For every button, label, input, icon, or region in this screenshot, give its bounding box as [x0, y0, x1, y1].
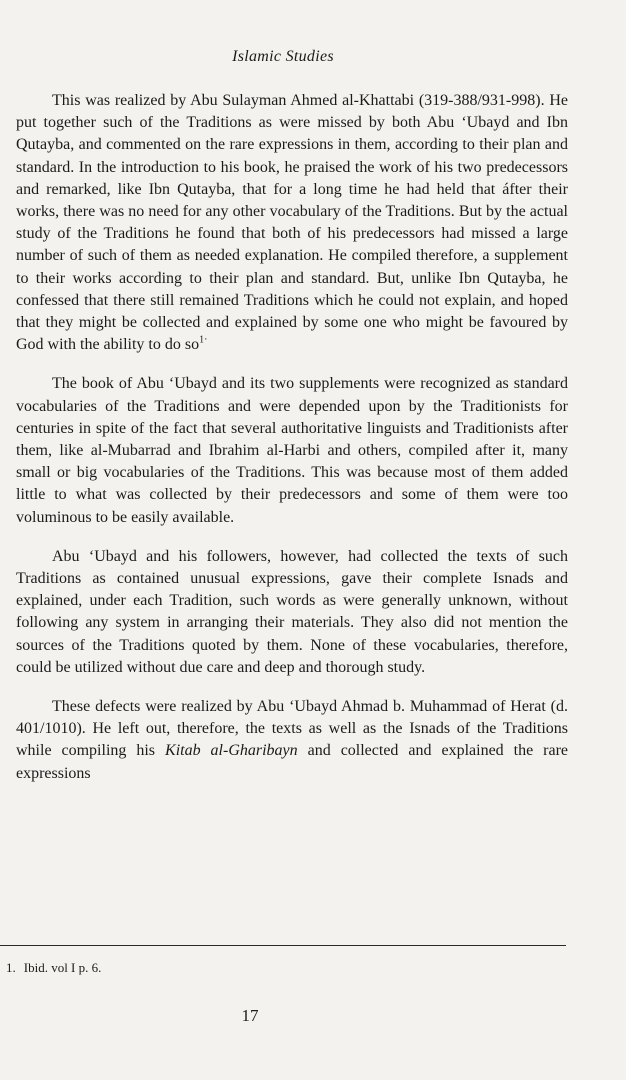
footnote: [6, 960, 101, 976]
paragraph-3-text: Abu ‘Ubayd and his followers, however, had collected the texts of such Traditions as contained unusual expressions, gave their complete Isnads and explained, under each Tradition, such words as were generally unknown, without following any system in arranging their materials. They also did not mention the sources of the Traditions quoted by them. None of these vocabularies, therefore, could be utilized without due care and deep and thorough study.: [16, 547, 568, 676]
running-title: Islamic Studies: [232, 48, 334, 65]
paragraph-3: [16, 546, 568, 679]
paragraph-2-text: The book of Abu ‘Ubayd and its two supplements were recognized as standard vocabularies of the Traditions and were depended upon by the Traditionists for centuries in spite of the fact that several authoritative linguists and Traditionists after them, like al-Mubarrad and Ibrahim al-Harbi and others, compiled after it, many small or big vocabularies of the Traditions. This was because most of them added little to what was collected by their predecessors and some of them were too voluminous to be easily available.: [16, 375, 568, 526]
footnote-text: Ibid. vol I p. 6.: [23, 960, 102, 975]
paragraph-2: [16, 373, 568, 528]
page-number: 17: [241, 1006, 259, 1025]
paragraph-4-text-after: and collected and explained the rare expressions: [16, 742, 569, 782]
footnote-number: 1.: [6, 960, 16, 975]
paragraph-4-text-before: These defects were realized by Abu ‘Ubayd Ahmad b. Muhammad of Herat (d. 401/1010). He left out, therefore, the texts as well as the Isnads of the Traditions while compiling his: [16, 698, 568, 760]
footnote-reference: 1·: [199, 334, 208, 346]
paragraph-1: [16, 90, 568, 356]
paragraph-1-text: This was realized by Abu Sulayman Ahmed al-Khattabi (319-388/931-998). He put together such of the Traditions as were missed by both Abu ‘Ubayd and Ibn Qutayba, and commented on the rare expressions in them, according to their plan and standard. In the introduction to his book, he praised the work of his two predecessors and remarked, like Ibn Qutayba, that for a long time he had held that áfter their works, there was no need for any other vocabulary of the Traditions. But by the actual study of the Traditions he found that both of his predecessors had missed a large number of such of them as needed explanation. He compiled therefore, a supplement to their works according to their plan and standard. But, unlike Ibn Qutayba, he confessed that there still remained Traditions which he could not explain, and hoped that they might be collected and explained by some one who might be favoured by God with the ability to do so: [16, 92, 568, 354]
body-text: [16, 90, 568, 785]
paragraph-4: [16, 696, 568, 785]
footnote-divider: [0, 945, 566, 946]
book-title-italic: Kitab al-Gharibayn: [165, 742, 298, 760]
